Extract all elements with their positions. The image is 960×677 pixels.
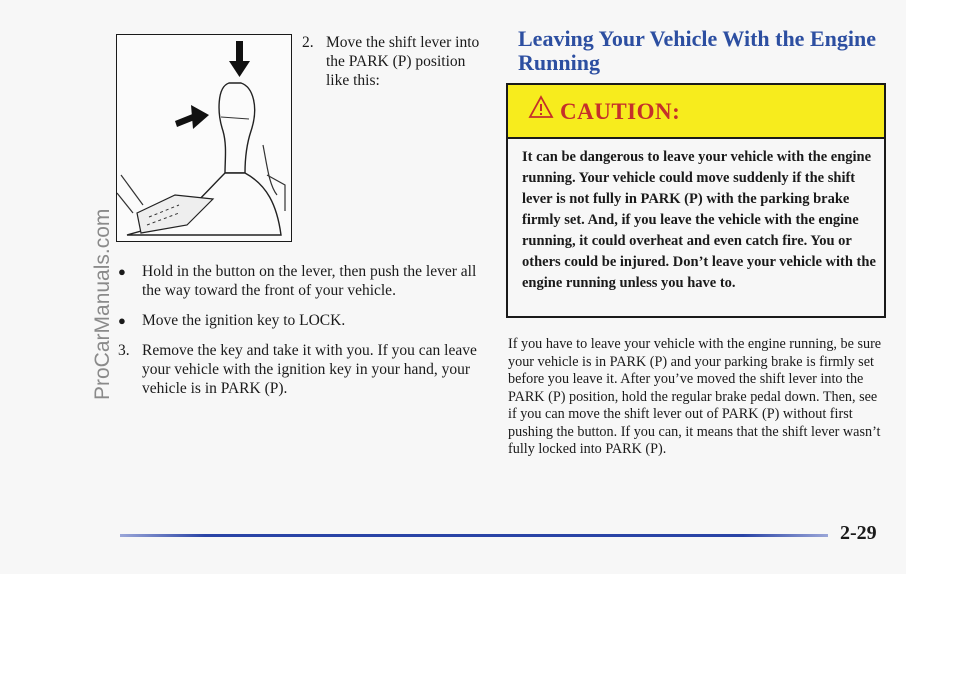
bullet-item bbox=[118, 311, 478, 330]
warning-triangle-icon bbox=[528, 95, 554, 119]
bullet-item bbox=[118, 262, 478, 300]
footer-rule bbox=[120, 534, 828, 537]
bullet-text: Hold in the button on the lever, then push the lever all the way toward the front of your vehicle. bbox=[142, 263, 477, 299]
bullet-icon: ● bbox=[118, 264, 126, 279]
section-heading: Leaving Your Vehicle With the Engine Running bbox=[518, 26, 876, 75]
step-3 bbox=[118, 341, 478, 398]
bullet-icon: ● bbox=[118, 313, 126, 328]
step-text: Remove the key and take it with you. If you can leave your vehicle with the ignition key in your hand, your vehicle is in PARK (P). bbox=[142, 342, 477, 397]
caution-title: CAUTION: bbox=[560, 99, 681, 124]
bullet-text: Move the ignition key to LOCK. bbox=[142, 312, 346, 329]
arrow-down-icon bbox=[229, 41, 250, 77]
page-number: 2-29 bbox=[840, 522, 877, 544]
arrow-right-icon bbox=[175, 105, 209, 129]
instruction-list bbox=[118, 262, 478, 409]
step-number: 3. bbox=[118, 342, 130, 359]
body-paragraph: If you have to leave your vehicle with the engine running, be sure your vehicle is in PARK (P) and your parking brake is firmly set before you leave it. After you’ve moved the shift lever into the PARK (P) position, hold the regular brake pedal down. Then, see if you can move the shift lever out of PARK (P) without first pushing the button. If you can, it means that the shift lever wasn’t fully locked into PARK (P). bbox=[508, 336, 882, 457]
step-number: 2. bbox=[302, 34, 314, 51]
caution-box bbox=[506, 83, 886, 318]
shift-lever-illustration bbox=[116, 34, 292, 242]
step-text: Move the shift lever into the PARK (P) position like this: bbox=[326, 34, 480, 89]
caution-text: It can be dangerous to leave your vehicle with the engine running. Your vehicle could move suddenly if the shift lever is not fully in PARK (P) with the parking brake firmly set. And, if you leave the vehicle with the engine running, it could overheat and even catch fire. You or others could be injured. Don’t leave your vehicle with the engine running unless you have to. bbox=[522, 149, 876, 291]
step-2 bbox=[302, 33, 492, 90]
caution-header bbox=[508, 85, 884, 139]
watermark: ProCarManuals.com bbox=[91, 208, 114, 400]
